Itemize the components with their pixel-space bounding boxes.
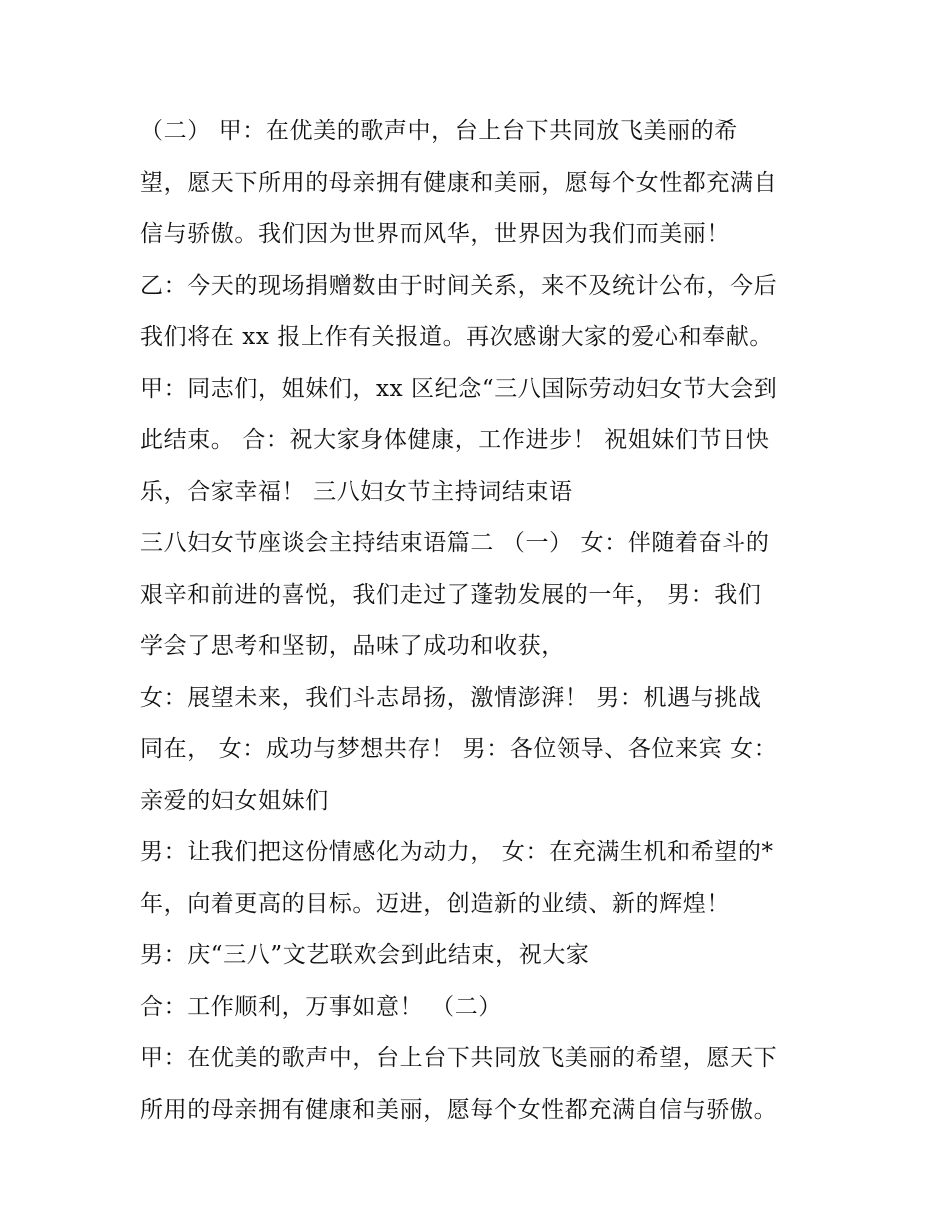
text-line: 我们将在 xx 报上作有关报道。再次感谢大家的爱心和奉献。 — [140, 324, 773, 350]
text-line: 女：展望未来，我们斗志昂扬，激情澎湃！ 男：机遇与挑战 — [140, 684, 762, 711]
document-body — [140, 106, 830, 1136]
text-line: 甲：在优美的歌声中，台上台下共同放飞美丽的希望，愿天下 — [140, 1045, 778, 1071]
text-line: （二） 甲：在优美的歌声中，台上台下共同放飞美丽的希 — [140, 118, 738, 144]
text-line: 男：庆“三八”文艺联欢会到此结束，祝大家 — [140, 942, 590, 968]
text-line: 男：让我们把这份情感化为动力， 女：在充满生机和希望的* — [140, 839, 774, 865]
text-line: 信与骄傲。我们因为世界而风华，世界因为我们而美丽！ — [140, 221, 730, 247]
text-line: 学会了思考和坚韧，品味了成功和收获， — [140, 633, 565, 659]
text-line: 望，愿天下所用的母亲拥有健康和美丽，愿每个女性都充满自 — [140, 169, 778, 196]
text-line: 乙：今天的现场捐赠数由于时间关系，来不及统计公布，今后 — [140, 272, 778, 299]
text-line: 此结束。 合：祝大家身体健康，工作进步！ 祝姐妹们节日快 — [140, 427, 770, 453]
text-line: 艰辛和前进的喜悦，我们走过了蓬勃发展的一年， 男：我们 — [140, 581, 762, 608]
text-line: 乐，合家幸福！ 三八妇女节主持词结束语 — [140, 478, 573, 505]
text-line: 所用的母亲拥有健康和美丽，愿每个女性都充满自信与骄傲。 — [140, 1096, 778, 1123]
text-line: 同在， 女：成功与梦想共存！ 男：各位领导、各位来宾 女： — [140, 736, 778, 762]
text-line: 三八妇女节座谈会主持结束语篇二 （一） 女：伴随着奋斗的 — [140, 530, 770, 556]
text-line: 年，向着更高的目标。迈进，创造新的业绩、新的辉煌！ — [140, 890, 730, 917]
text-line: 甲：同志们，姐妹们，xx 区纪念“三八国际劳动妇女节大会到 — [140, 375, 778, 402]
text-line: 合：工作顺利，万事如意！ （二） — [140, 993, 502, 1020]
text-line: 亲爱的妇女姐妹们 — [140, 787, 329, 814]
